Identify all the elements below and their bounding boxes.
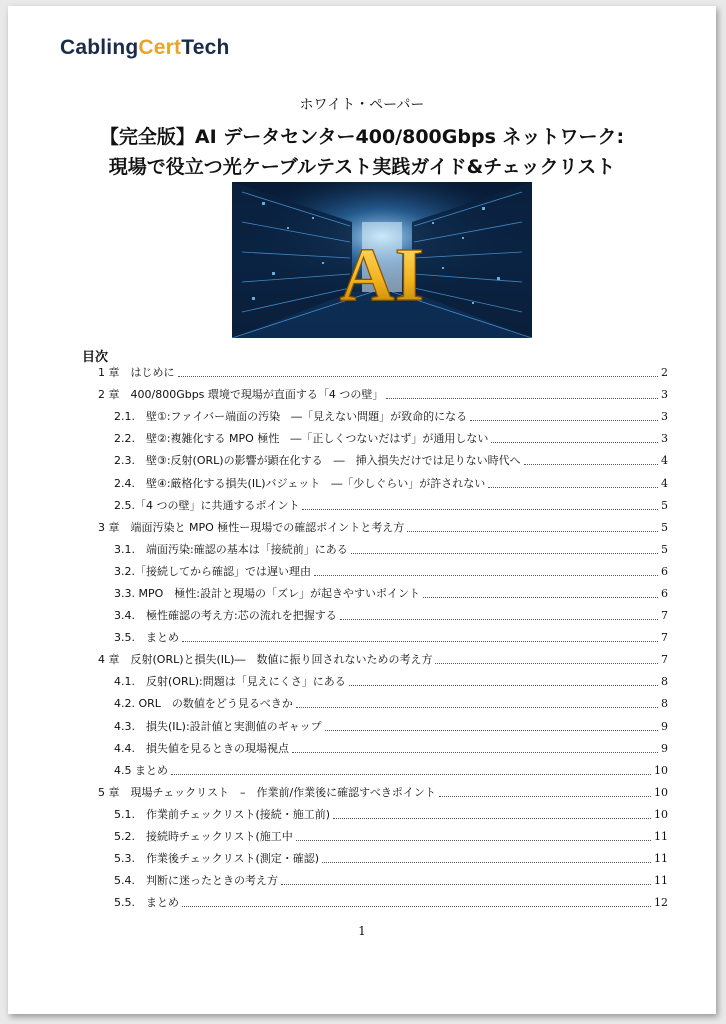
toc-section-entry[interactable] <box>90 892 668 914</box>
toc-chapter-entry[interactable] <box>90 782 668 804</box>
toc-section-entry[interactable] <box>90 428 668 450</box>
toc-entry-title: 2.1. 壁①:ファイバー端面の汚染 ―「見えない問題」が致命的になる <box>114 410 468 424</box>
toc-page-number: 4 <box>661 476 668 490</box>
toc-page-number: 4 <box>661 454 668 468</box>
toc-dot-leader <box>340 618 658 620</box>
toc-dot-leader <box>178 375 659 377</box>
toc-section-entry[interactable] <box>90 605 668 627</box>
toc-entry-title: 4 章 反射(ORL)と損失(IL)― 数値に振り回されないための考え方 <box>98 653 433 667</box>
toc-dot-leader <box>491 441 658 443</box>
toc-dot-leader <box>182 640 658 642</box>
toc-section-entry[interactable] <box>90 848 668 870</box>
toc-section-entry[interactable] <box>90 472 668 494</box>
toc-page-number: 11 <box>654 874 668 888</box>
toc-entry-title: 3.1. 端面汚染:確認の基本は「接続前」にある <box>114 542 348 556</box>
toc-section-entry[interactable] <box>90 716 668 738</box>
toc-section-entry[interactable] <box>90 804 668 826</box>
toc-dot-leader <box>423 596 658 598</box>
toc-entry-title: 2.5.「4 つの壁」に共通するポイント <box>114 498 300 512</box>
toc-page-number: 9 <box>661 741 668 755</box>
toc-section-entry[interactable] <box>90 627 668 649</box>
toc-page-number: 3 <box>661 410 668 424</box>
toc-section-entry[interactable] <box>90 693 668 715</box>
toc-dot-leader <box>302 508 658 510</box>
toc-entry-title: 5 章 現場チェックリスト – 作業前/作業後に確認すべきポイント <box>98 785 436 799</box>
toc-heading: 目次 <box>82 350 109 365</box>
toc-dot-leader <box>314 574 658 576</box>
toc-section-entry[interactable] <box>90 760 668 782</box>
toc-dot-leader <box>171 773 651 775</box>
logo-part-cert: Cert <box>138 36 182 59</box>
toc-dot-leader <box>182 905 651 907</box>
toc-entry-title: 5.4. 判断に迷ったときの考え方 <box>114 874 278 888</box>
toc-page-number: 10 <box>654 785 668 799</box>
toc-dot-leader <box>322 861 651 863</box>
toc-entry-title: 5.1. 作業前チェックリスト(接続・施工前) <box>114 807 331 821</box>
hero-ai-text: AI <box>339 233 425 317</box>
toc-entry-title: 5.3. 作業後チェックリスト(測定・確認) <box>114 852 320 866</box>
toc-page-number: 6 <box>661 564 668 578</box>
toc-entry-title: 5.2. 接続時チェックリスト(施工中 <box>114 830 293 844</box>
toc-section-entry[interactable] <box>90 539 668 561</box>
toc-chapter-entry[interactable] <box>90 649 668 671</box>
toc-dot-leader <box>281 883 651 885</box>
logo-part-cabling: Cabling <box>60 36 139 59</box>
table-of-contents <box>90 362 668 914</box>
toc-page-number: 5 <box>661 498 668 512</box>
document-title-line1: 【完全版】AI データセンター400/800Gbps ネットワーク: <box>99 126 625 148</box>
toc-page-number: 10 <box>654 763 668 777</box>
toc-section-entry[interactable] <box>90 583 668 605</box>
toc-page-number: 3 <box>661 388 668 402</box>
toc-section-entry[interactable] <box>90 495 668 517</box>
toc-section-entry[interactable] <box>90 406 668 428</box>
toc-dot-leader <box>292 751 658 753</box>
toc-section-entry[interactable] <box>90 826 668 848</box>
toc-dot-leader <box>333 817 651 819</box>
toc-section-entry[interactable] <box>90 450 668 472</box>
toc-section-entry[interactable] <box>90 870 668 892</box>
toc-chapter-entry[interactable] <box>90 517 668 539</box>
toc-entry-title: 4.3. 損失(IL):設計値と実測値のギャップ <box>114 719 322 733</box>
toc-section-entry[interactable] <box>90 738 668 760</box>
toc-entry-title: 3.3. MPO 極性:設計と現場の「ズレ」が起きやすいポイント <box>114 586 420 600</box>
toc-dot-leader <box>296 706 658 708</box>
toc-dot-leader <box>351 552 658 554</box>
document-page <box>8 6 716 1014</box>
toc-dot-leader <box>488 486 658 488</box>
toc-entry-title: 3 章 端面汚染と MPO 極性ー現場での確認ポイントと考え方 <box>98 520 405 534</box>
toc-entry-title: 3.4. 極性確認の考え方:芯の流れを把握する <box>114 609 337 623</box>
toc-page-number: 6 <box>661 586 668 600</box>
toc-dot-leader <box>524 463 658 465</box>
toc-entry-title: 4.4. 損失値を見るときの現場視点 <box>114 741 289 755</box>
toc-dot-leader <box>386 397 658 399</box>
toc-entry-title: 4.5 まとめ <box>114 763 168 777</box>
toc-entry-title: 2.3. 壁③:反射(ORL)の影響が顕在化する ― 挿入損失だけでは足りない時代へ <box>114 454 521 468</box>
toc-section-entry[interactable] <box>90 561 668 583</box>
document-title-line2: 現場で役立つ光ケーブルテスト実践ガイド&チェックリスト <box>108 156 616 178</box>
toc-dot-leader <box>439 795 651 797</box>
toc-entry-title: 3.2.「接続してから確認」では遅い理由 <box>114 564 311 578</box>
toc-entry-title: 4.2. ORL の数値をどう見るべきか <box>114 697 293 711</box>
toc-page-number: 7 <box>661 631 668 645</box>
toc-dot-leader <box>470 419 658 421</box>
toc-dot-leader <box>296 839 651 841</box>
toc-entry-title: 5.5. まとめ <box>114 896 179 910</box>
toc-page-number: 8 <box>661 675 668 689</box>
toc-page-number: 7 <box>661 609 668 623</box>
toc-entry-title: 2 章 400/800Gbps 環境で現場が直面する「4 つの壁」 <box>98 388 384 402</box>
toc-chapter-entry[interactable] <box>90 384 668 406</box>
toc-dot-leader <box>349 684 658 686</box>
toc-dot-leader <box>435 662 658 664</box>
toc-entry-title: 2.4. 壁④:厳格化する損失(IL)バジェット ―「少しぐらい」が許されない <box>114 476 486 490</box>
toc-page-number: 8 <box>661 697 668 711</box>
toc-page-number: 5 <box>661 542 668 556</box>
logo-part-tech: Tech <box>181 36 230 59</box>
toc-dot-leader <box>325 729 658 731</box>
toc-dot-leader <box>407 530 658 532</box>
toc-page-number: 12 <box>654 896 668 910</box>
toc-page-number: 2 <box>661 366 668 380</box>
toc-entry-title: 4.1. 反射(ORL):問題は「見えにくさ」にある <box>114 675 346 689</box>
toc-page-number: 9 <box>661 719 668 733</box>
toc-entry-title: 2.2. 壁②:複雑化する MPO 極性 ―「正しくつないだはず」が通用しない <box>114 432 489 446</box>
cablingcerttech-logo[interactable] <box>60 36 229 60</box>
toc-entry-title: 3.5. まとめ <box>114 631 179 645</box>
toc-page-number: 10 <box>654 807 668 821</box>
toc-entry-title: 1 章 はじめに <box>98 366 175 380</box>
toc-page-number: 11 <box>654 852 668 866</box>
ai-datacenter-hero-image <box>232 182 532 338</box>
toc-page-number: 7 <box>661 653 668 667</box>
toc-chapter-entry[interactable] <box>90 362 668 384</box>
toc-page-number: 11 <box>654 830 668 844</box>
page-number: 1 <box>358 924 366 938</box>
document-subtitle: ホワイト・ペーパー <box>299 97 425 113</box>
toc-section-entry[interactable] <box>90 671 668 693</box>
toc-page-number: 5 <box>661 520 668 534</box>
toc-page-number: 3 <box>661 432 668 446</box>
